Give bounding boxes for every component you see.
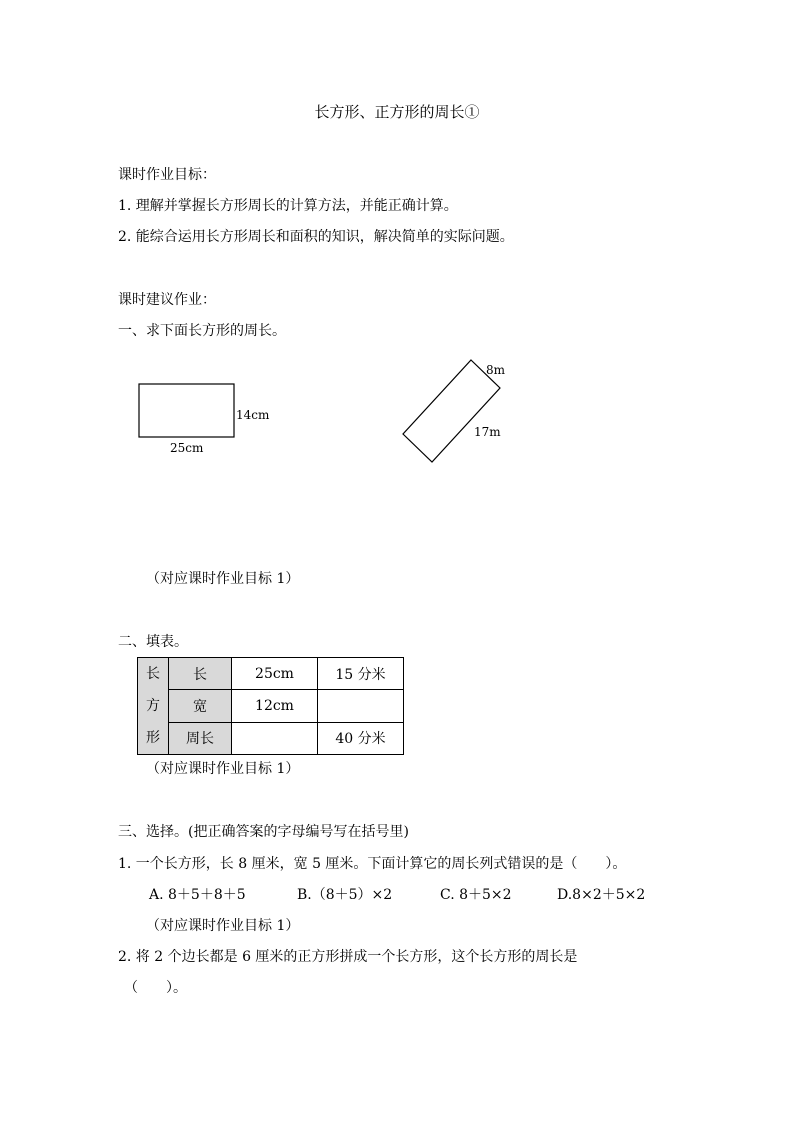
table-cell: 12cm bbox=[232, 690, 318, 722]
section1-note: （对应课时作业目标 1） bbox=[146, 571, 300, 587]
goal-item-2: 2. 能综合运用长方形周长和面积的知识，解决简单的实际问题。 bbox=[118, 229, 514, 245]
question-2-line-1: 2. 将 2 个边长都是 6 厘米的正方形拼成一个长方形，这个长方形的周长是 bbox=[118, 949, 578, 965]
section2-note: （对应课时作业目标 1） bbox=[146, 761, 300, 777]
option-b: B.（8＋5）×2 bbox=[297, 887, 393, 903]
question-2-line-2: （ ）。 bbox=[124, 980, 187, 996]
row-label-width: 宽 bbox=[169, 690, 232, 722]
fill-table bbox=[137, 657, 404, 755]
rect2-long-label: 17m bbox=[474, 425, 501, 439]
option-a: A. 8＋5＋8＋5 bbox=[149, 887, 246, 903]
rect1-length-label: 25cm bbox=[170, 441, 204, 455]
rect2-short-label: 8m bbox=[486, 363, 506, 377]
table-cell-blank[interactable] bbox=[318, 690, 404, 722]
table-cell-blank[interactable] bbox=[232, 722, 318, 754]
table-cell: 25cm bbox=[232, 658, 318, 690]
goals-heading: 课时作业目标： bbox=[118, 167, 216, 183]
side-label: 长 方 形 bbox=[138, 658, 169, 755]
section2-heading: 二、填表。 bbox=[118, 634, 188, 650]
table-cell: 40 分米 bbox=[318, 722, 404, 754]
question-1: 1. 一个长方形，长 8 厘米，宽 5 厘米。下面计算它的周长列式错误的是（ ）。 bbox=[118, 856, 627, 872]
section3-heading: 三、选择。(把正确答案的字母编号写在括号里) bbox=[118, 824, 409, 840]
question-1-note: （对应课时作业目标 1） bbox=[146, 918, 300, 934]
row-label-length: 长 bbox=[169, 658, 232, 690]
option-c: C. 8＋5×2 bbox=[440, 887, 512, 903]
table-cell: 15 分米 bbox=[318, 658, 404, 690]
rectangle-1 bbox=[139, 384, 234, 437]
page-title: 长方形、正方形的周长① bbox=[314, 103, 480, 121]
option-d: D.8×2＋5×2 bbox=[557, 887, 646, 903]
row-label-perimeter: 周长 bbox=[169, 722, 232, 754]
rectangles-figure bbox=[0, 0, 794, 520]
goal-item-1: 1. 理解并掌握长方形周长的计算方法，并能正确计算。 bbox=[118, 198, 458, 214]
rect1-width-label: 14cm bbox=[236, 408, 270, 422]
section1-heading: 一、求下面长方形的周长。 bbox=[118, 323, 286, 339]
homework-heading: 课时建议作业： bbox=[118, 292, 216, 308]
